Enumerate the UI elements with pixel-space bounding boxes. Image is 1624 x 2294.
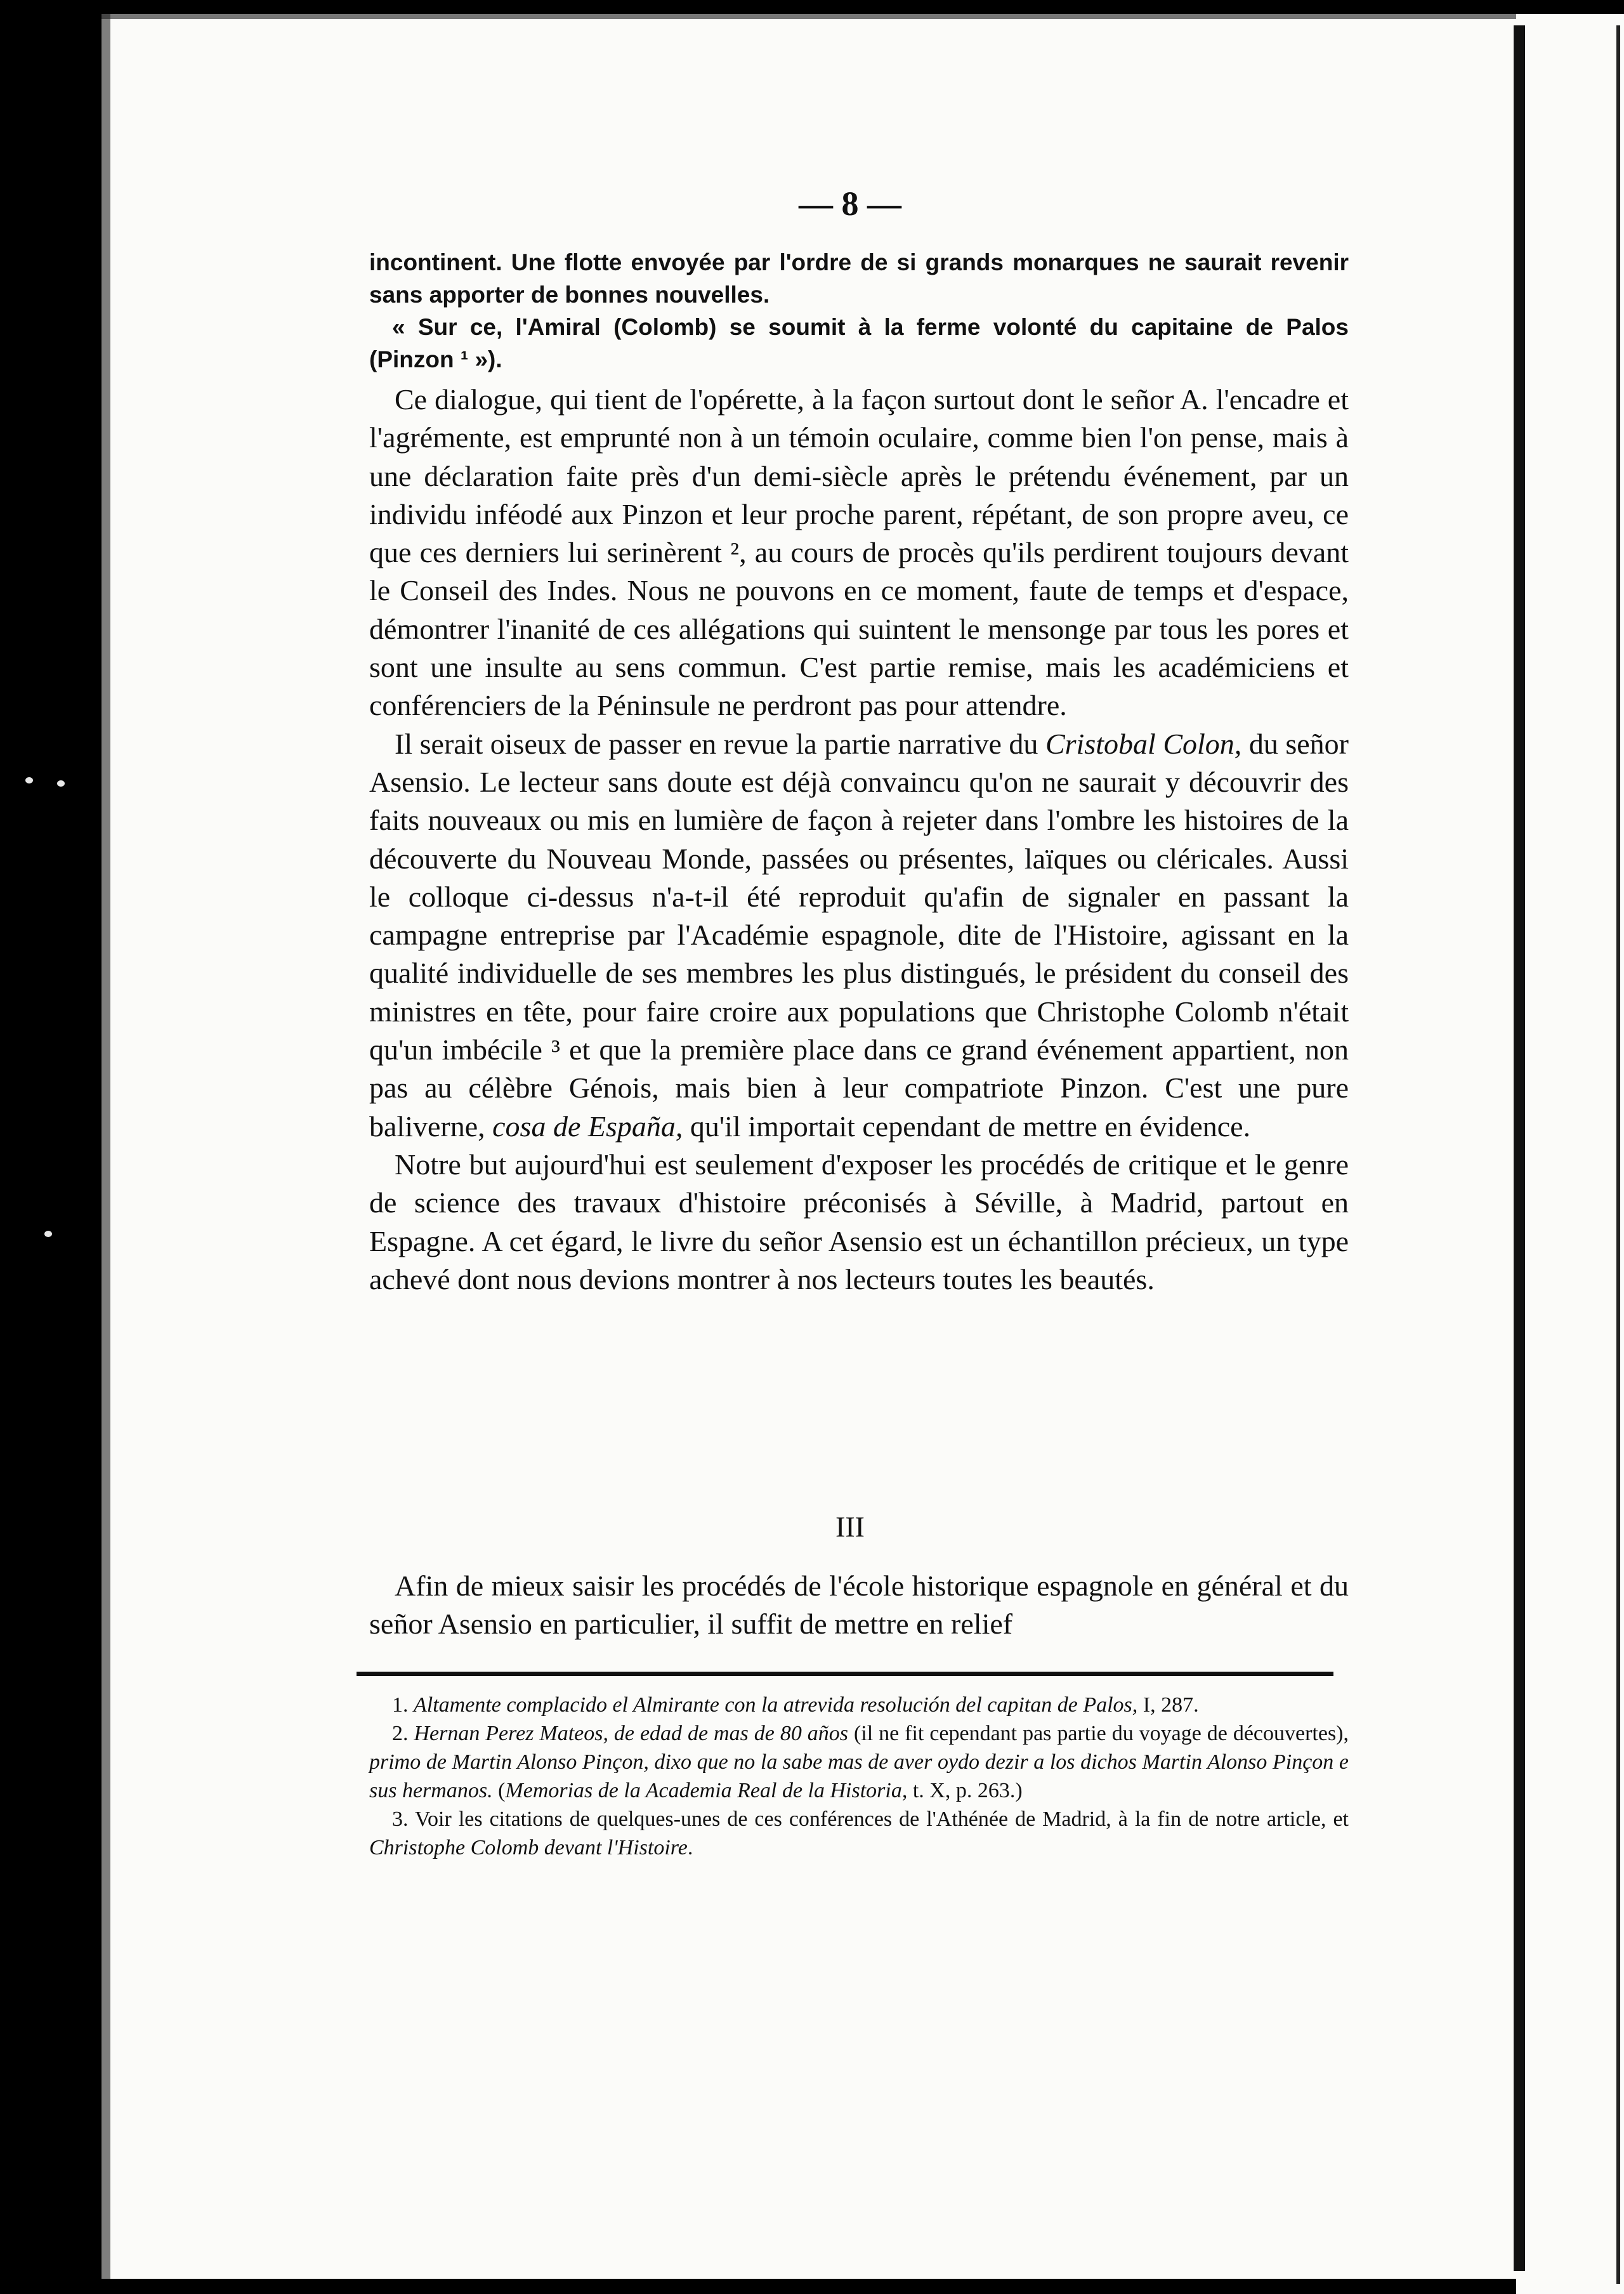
footnote-rule bbox=[357, 1672, 1333, 1676]
paragraph-2-text-b: du señor Asensio. Le lecteur sans doute est déjà convaincu qu'on ne saurait y découvrir des faits nouveaux ou mis en lumière de façon à rejeter dans l'ombre les histoires de la découverte du Nouveau Monde, passées ou présentes, laïques ou cléricales. Aussi le colloque ci-dessus n'a-t-il été reproduit qu'afin de signaler en passant la campagne entreprise par l'Académie espagnole, dite de l'Histoire, agissant en la qualité individuelle de ses membres les plus distingués, le président du conseil des ministres en tête, pour faire croire aux populations que Christophe Colomb n'était qu'un imbécile ³ et que la première place dans ce grand événement appartient, non pas au célèbre Génois, mais bien à leur compatriote Pinzon. C'est une pure baliverne, bbox=[369, 727, 1349, 1143]
footnote-2-number: 2. bbox=[392, 1722, 414, 1745]
footnote-3-text: Voir les citations de quelques-unes de ces conférences de l'Athénée de Madrid, à la fin de notre article, et bbox=[414, 1807, 1349, 1831]
footnote-1 bbox=[369, 1691, 1349, 1719]
footnote-3-end: . bbox=[687, 1836, 693, 1859]
footnote-2 bbox=[369, 1719, 1349, 1805]
page-top-edge bbox=[102, 14, 1516, 19]
section-heading: III bbox=[835, 1511, 865, 1543]
footnote-3 bbox=[369, 1805, 1349, 1862]
footnote-3-number: 3. bbox=[392, 1807, 415, 1831]
quote-line-2: « Sur ce, l'Amiral (Colomb) se soumit à la ferme volonté du capitaine de Palos (Pinzon ¹ »). bbox=[369, 314, 1349, 372]
footnote-1-number: 1. bbox=[392, 1693, 414, 1717]
page-number: — 8 — bbox=[799, 185, 901, 223]
scan-speck bbox=[44, 1231, 52, 1237]
footnote-2-ref: t. X, p. 263.) bbox=[907, 1779, 1023, 1802]
paragraph-2-text-c: qu'il importait cependant de mettre en évidence. bbox=[683, 1110, 1251, 1143]
scan-edge-line bbox=[1616, 25, 1620, 2284]
footnote-2-paren: ( bbox=[492, 1779, 506, 1802]
scan-speck bbox=[25, 777, 33, 783]
scan-speck bbox=[57, 780, 65, 787]
quote-line-1: incontinent. Une flotte envoyée par l'ordre de si grands monarques ne saurait revenir sans apporter de bonnes nouvelles. bbox=[369, 249, 1349, 308]
scan-right-margin bbox=[1516, 14, 1624, 2294]
footnote-1-ref: I, 287. bbox=[1137, 1693, 1199, 1717]
paragraph-2 bbox=[369, 725, 1349, 1146]
footnote-2-remark: (il ne fit cependant pas partie du voyage de découvertes), bbox=[848, 1722, 1349, 1745]
paragraph-3: Notre but aujourd'hui est seulement d'exposer les procédés de critique et le genre de science des travaux d'histoire préconisés à Séville, à Madrid, partout en Espagne. A cet égard, le livre du señor Asensio est un échantillon précieux, un type achevé dont nous devions montrer à nos lecteurs toutes les beautés. bbox=[369, 1148, 1349, 1295]
footnote-1-quote: Altamente complacido el Almirante con la atrevida resolución del capitan de Palos, bbox=[414, 1693, 1138, 1717]
paragraph-1: Ce dialogue, qui tient de l'opérette, à la façon surtout dont le señor A. l'encadre et l'agrémente, est emprunté non à un témoin oculaire, comme bien l'on pense, mais à une déclaration faite près d'un demi-siècle après le prétendu événement, par un individu inféodé aux Pinzon et leur proche parent, répétant, de son propre aveu, ce que ces derniers lui serinèrent ², au cours de procès qu'ils perdirent toujours devant le Conseil des Indes. Nous ne pouvons en ce moment, faute de temps et d'espace, démontrer l'inanité de ces allégations qui suintent le mensonge par tous les pores et sont une insulte au sens commun. C'est partie remise, mais les académiciens et conférenciers de la Péninsule ne perdront pas pour attendre. bbox=[369, 383, 1349, 722]
footnotes bbox=[369, 1691, 1349, 1862]
paragraph-2-text-a: Il serait oiseux de passer en revue la partie narrative du bbox=[395, 727, 1045, 760]
footnote-3-title: Christophe Colomb devant l'Histoire bbox=[369, 1836, 688, 1859]
phrase-cosa-de-espana: cosa de España, bbox=[492, 1110, 683, 1143]
page-right-border bbox=[1514, 25, 1525, 2271]
title-cristobal-colon: Cristobal Colon, bbox=[1045, 727, 1242, 760]
footnote-2-source: Memorias de la Academia Real de la Historia, bbox=[505, 1779, 908, 1802]
page-left-edge bbox=[102, 14, 110, 2279]
paragraph-4: Afin de mieux saisir les procédés de l'école historique espagnole en général et du señor Asensio en particulier, il suffit de mettre en relief bbox=[369, 1570, 1349, 1641]
main-text bbox=[369, 381, 1349, 1299]
footnote-2-quote-a: Hernan Perez Mateos, de edad de mas de 80 años bbox=[414, 1722, 848, 1745]
quoted-passage bbox=[369, 246, 1349, 376]
footnote-2-quote-b: primo de Martin Alonso Pinçon, dixo que no la sabe mas de aver oydo dezir a los dichos Martin Alonso Pinçon e sus hermanos. bbox=[369, 1750, 1349, 1802]
section-text bbox=[369, 1567, 1349, 1644]
